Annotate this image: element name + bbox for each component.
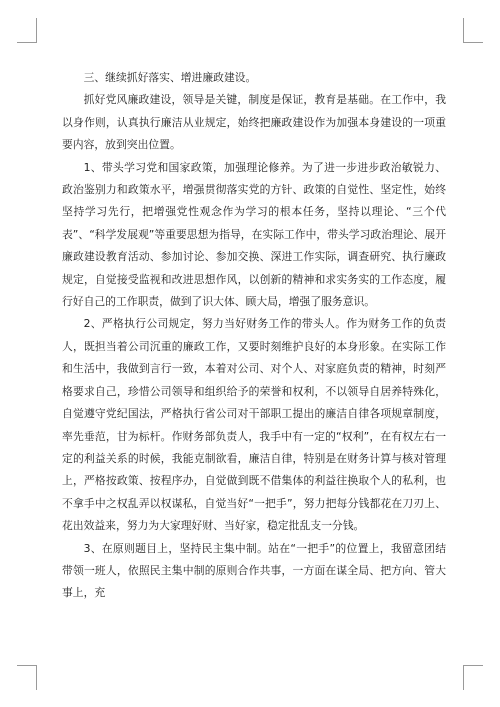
document-body (62, 67, 446, 605)
paragraph: 1、带头学习党和国家政策，加强理论修养。为了进一步进步政治敏锐力、政治鉴别力和政策水平，增强贯彻落实党的方针、政策的自觉性、坚定性，始终坚持学习先行，把增强党性观念作为学习的根本任务，坚持以理论、“三个代表”、“科学发展观”等重要思想为指导，在实际工作中，带头学习政治理论、展开廉政建设教育活动、参加讨论、参加交换、深进工作实际，调查研究、执行廉政规定，自觉接受监视和改进思想作风，以创新的精神和求实务实的工作态度，履行好自己的工作职责，做到了识大体、顾大局，增强了服务意识。 (62, 160, 446, 309)
paragraph: 抓好党风廉政建设，领导是关键，制度是保证，教育是基础。在工作中，我以身作则，认真执行廉洁从业规定，始终把廉政建设作为加强本身建设的一项重要内容，放到突出位置。 (62, 93, 446, 152)
crop-mark-bottom-left (36, 665, 37, 690)
crop-mark-bottom-right (463, 665, 464, 690)
paragraph: 3、在原则题目上，坚持民主集中制。站在“一把手”的位置上，我留意团结带领一班人，依照民主集中制的原则合作共事，一方面在谋全局、把方向、管大事上，充 (62, 541, 446, 600)
section-heading: 三、继续抓好落实、增进廉政建设。 (83, 71, 257, 84)
crop-mark-top-right (463, 18, 464, 43)
paragraph: 2、严格执行公司规定，努力当好财务工作的带头人。作为财务工作的负责人，既担当着公司沉重的廉政工作，又要时刻维护良好的本身形象。在实际工作和生活中，我做到言行一致，本着对公司、对个人、对家庭负责的精神，时刻严格要求自己，珍惜公司领导和组织给予的荣誉和权利，不以领导自居养特殊化，自觉遵守党纪国法，严格执行省公司对干部职工提出的廉洁自律各项规章制度，率先垂范，甘为标杆。作财务部负责人，我手中有一定的“权利”，在有权左右一定的利益关系的时候，我能克制欲看，廉洁自律，特别是在财务计算与核对管理上，严格按政策、按程序办，自觉做到既不借集体的利益往换取个人的私利，也不拿手中之权乱弄以权谋私，自觉当好“一把手”，努力把每分钱都花在刀刃上、花出效益来，努力为大家理好财、当好家，稳定批乱支一分钱。 (62, 317, 446, 533)
crop-mark-bottom-left (17, 665, 37, 666)
crop-mark-top-left (36, 18, 37, 43)
crop-mark-bottom-right (463, 665, 483, 666)
crop-mark-top-right (463, 42, 483, 43)
crop-mark-top-left (17, 42, 37, 43)
